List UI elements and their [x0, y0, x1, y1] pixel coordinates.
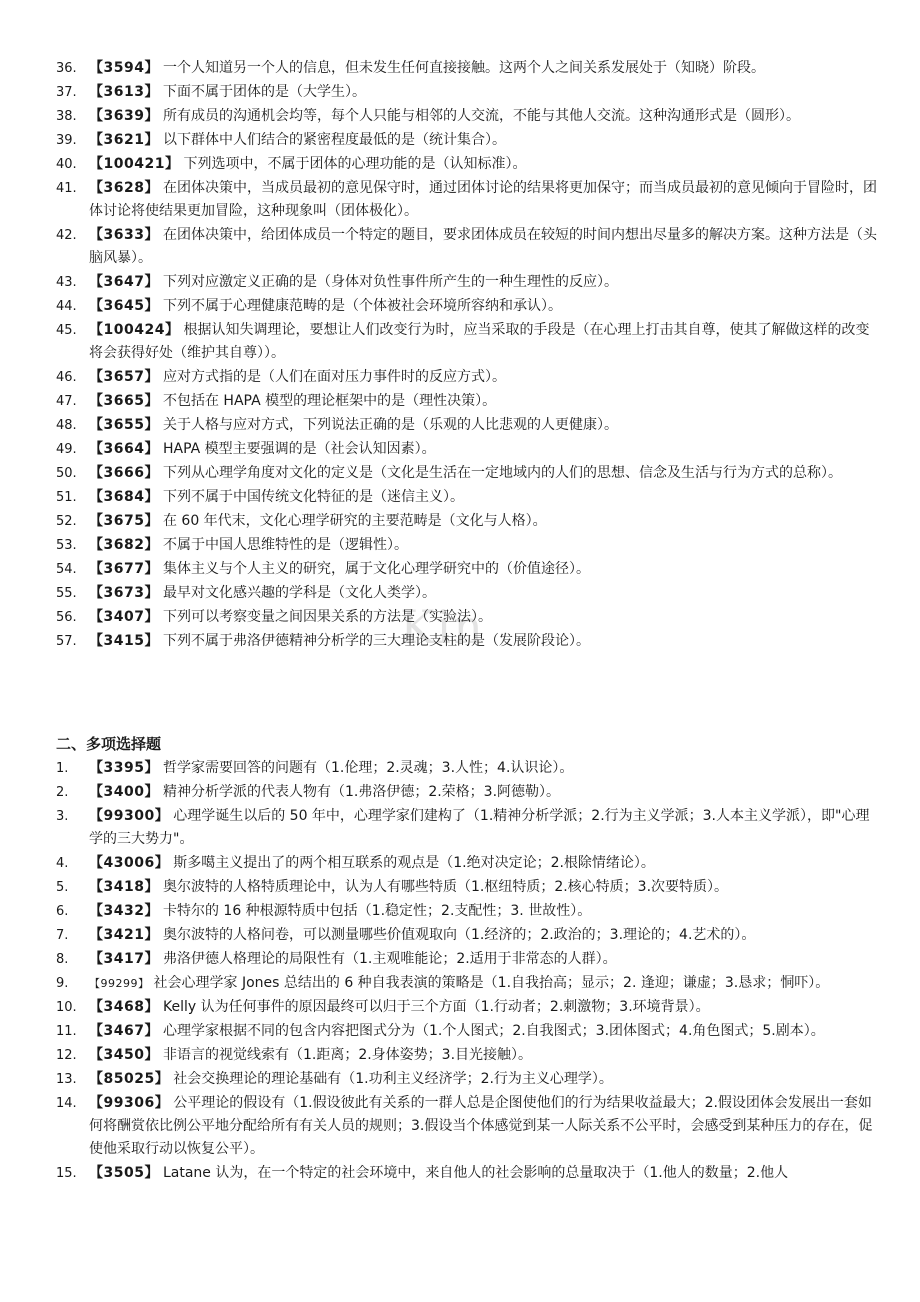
multiple-choice-list: [52, 757, 878, 1186]
question-item: [52, 177, 878, 223]
question-code: 【3407】: [89, 609, 159, 625]
question-code: 【3505】: [89, 1165, 159, 1181]
question-item: [52, 1162, 878, 1185]
question-item: [52, 630, 878, 653]
question-item: [52, 366, 878, 389]
question-item: [52, 805, 878, 851]
question-code: 【3594】: [89, 60, 159, 76]
question-text: 所有成员的沟通机会均等，每个人只能与相邻的人交流，不能与其他人交流。这种沟通形式是（圆形）。: [162, 108, 800, 124]
question-item: [52, 319, 878, 365]
question-item: [52, 224, 878, 270]
question-item: [52, 1068, 878, 1091]
question-number: 40.: [56, 157, 77, 172]
question-text: 下列选项中，不属于团体的心理功能的是（认知标准）。: [183, 156, 527, 172]
question-text: 不属于中国人思维特性的是（逻辑性）。: [162, 537, 408, 553]
question-text: 下列不属于中国传统文化特征的是（迷信主义）。: [162, 489, 464, 505]
question-code: 【3666】: [89, 465, 159, 481]
question-number: 5.: [56, 880, 69, 895]
question-number: 41.: [56, 181, 77, 196]
question-number: 10.: [56, 1000, 77, 1015]
question-number: 2.: [56, 785, 69, 800]
question-text: 在团体决策中，当成员最初的意见保守时，通过团体讨论的结果将更加保守；而当成员最初的意见倾向于冒险时，团体讨论将使结果更加冒险，这种现象叫（团体极化）。: [89, 180, 877, 219]
question-number: 8.: [56, 952, 69, 967]
question-item: [52, 390, 878, 413]
question-number: 14.: [56, 1096, 77, 1111]
question-number: 52.: [56, 514, 77, 529]
question-number: 9.: [56, 976, 69, 991]
question-item: [52, 271, 878, 294]
question-number: 13.: [56, 1072, 77, 1087]
question-number: 43.: [56, 275, 77, 290]
question-text: 社会心理学家 Jones 总结出的 6 种自我表演的策略是（1.自我抬高；显示；2. 逢迎；谦虚；3.恳求；恫吓）。: [153, 975, 830, 991]
question-number: 37.: [56, 85, 77, 100]
question-text: 关于人格与应对方式，下列说法正确的是（乐观的人比悲观的人更健康）。: [162, 417, 618, 433]
question-item: [52, 876, 878, 899]
question-code: 【3673】: [89, 585, 159, 601]
question-item: [52, 1020, 878, 1043]
question-text: 一个人知道另一个人的信息，但未发生任何直接接触。这两个人之间关系发展处于（知晓）阶段。: [162, 60, 765, 76]
question-number: 11.: [56, 1024, 77, 1039]
question-item: [52, 438, 878, 461]
question-text: 在 60 年代末，文化心理学研究的主要范畴是（文化与人格）。: [162, 513, 547, 529]
question-code: 【3645】: [89, 298, 159, 314]
question-item: [52, 153, 878, 176]
question-code: 【99306】: [89, 1095, 170, 1111]
question-code: 【3613】: [89, 84, 159, 100]
question-number: 6.: [56, 904, 69, 919]
section-title: 二、多项选择题: [56, 735, 162, 753]
question-text: 不包括在 HAPA 模型的理论框架中的是（理性决策）。: [162, 393, 497, 409]
question-text: 下列对应激定义正确的是（身体对负性事件所产生的一种生理性的反应）。: [162, 274, 618, 290]
question-text: 在团体决策中，给团体成员一个特定的题目，要求团体成员在较短的时间内想出尽量多的解决方案。这种方法是（头脑风暴）。: [89, 227, 877, 266]
question-item: [52, 996, 878, 1019]
question-number: 50.: [56, 466, 77, 481]
question-code: 【3432】: [89, 903, 159, 919]
question-item: [52, 414, 878, 437]
single-choice-list: [52, 57, 878, 654]
question-code: 【100424】: [89, 322, 180, 338]
question-code: 【3628】: [89, 180, 159, 196]
question-number: 38.: [56, 109, 77, 124]
question-text: 下列从心理学角度对文化的定义是（文化是生活在一定地域内的人们的思想、信念及生活与行为方式的总称）。: [162, 465, 842, 481]
question-code: 【3682】: [89, 537, 159, 553]
question-text: 公平理论的假设有（1.假设彼此有关系的一群人总是企图使他们的行为结果收益最大；2.假设团体会发展出一套如何将酬赏依比例公平地分配给所有有关人员的规则；3.假设当个体感觉到某一人际关系不公平时，会感受到某种压力的存在，促使他采取行动以恢复公平）。: [89, 1095, 873, 1157]
question-text: 集体主义与个人主义的研究，属于文化心理学研究中的（价值途径）。: [162, 561, 590, 577]
question-text: 哲学家需要回答的问题有（1.伦理；2.灵魂；3.人性；4.认识论）。: [162, 760, 574, 776]
watermark: Kin: [400, 600, 485, 654]
question-number: 47.: [56, 394, 77, 409]
question-number: 44.: [56, 299, 77, 314]
question-number: 42.: [56, 228, 77, 243]
question-item: [52, 510, 878, 533]
question-number: 49.: [56, 442, 77, 457]
question-item: [52, 462, 878, 485]
question-item: [52, 295, 878, 318]
question-code: 【99300】: [89, 808, 170, 824]
question-text: 弗洛伊德人格理论的局限性有（1.主观唯能论；2.适用于非常态的人群）。: [162, 951, 617, 967]
question-number: 4.: [56, 856, 69, 871]
question-text: 下列不属于心理健康范畴的是（个体被社会环境所容纳和承认）。: [162, 298, 562, 314]
question-number: 15.: [56, 1166, 77, 1181]
question-code: 【3684】: [89, 489, 159, 505]
question-text: 心理学诞生以后的 50 年中，心理学家们建构了（1.精神分析学派；2.行为主义学派；3.人本主义学派），即"心理学的三大势力"。: [89, 808, 870, 847]
question-text: 奥尔波特的人格特质理论中，认为人有哪些特质（1.枢纽特质；2.核心特质；3.次要特质）。: [162, 879, 729, 895]
question-code: 【3417】: [89, 951, 159, 967]
question-code: 【3400】: [89, 784, 159, 800]
question-number: 46.: [56, 370, 77, 385]
question-code: 【3468】: [89, 999, 159, 1015]
question-code: 【3675】: [89, 513, 159, 529]
question-number: 57.: [56, 634, 77, 649]
question-number: 3.: [56, 809, 69, 824]
question-number: 1.: [56, 761, 69, 776]
question-code: 【3415】: [89, 633, 159, 649]
question-number: 39.: [56, 133, 77, 148]
question-item: [52, 1092, 878, 1161]
question-code: 【3657】: [89, 369, 159, 385]
question-text: 卡特尔的 16 种根源特质中包括（1.稳定性；2.支配性；3. 世故性）。: [162, 903, 592, 919]
question-code: 【3621】: [89, 132, 159, 148]
question-code: 【3655】: [89, 417, 159, 433]
question-text: 下面不属于团体的是（大学生）。: [162, 84, 366, 100]
question-item: [52, 486, 878, 509]
question-item: [52, 558, 878, 581]
question-item: [52, 781, 878, 804]
question-text: 以下群体中人们结合的紧密程度最低的是（统计集合）。: [162, 132, 506, 148]
question-item: [52, 129, 878, 152]
question-item: [52, 606, 878, 629]
question-text: 社会交换理论的理论基础有（1.功利主义经济学；2.行为主义心理学）。: [173, 1071, 613, 1087]
question-number: 48.: [56, 418, 77, 433]
question-code: 【3418】: [89, 879, 159, 895]
question-item: [52, 57, 878, 80]
question-item: [52, 534, 878, 557]
question-code: 【3421】: [89, 927, 159, 943]
question-item: [52, 900, 878, 923]
question-text: 最早对文化感兴趣的学科是（文化人类学）。: [162, 585, 436, 601]
question-number: 55.: [56, 586, 77, 601]
question-text: 奥尔波特的人格问卷，可以测量哪些价值观取向（1.经济的；2.政治的；3.理论的；4.艺术的）。: [162, 927, 756, 943]
question-item: [52, 757, 878, 780]
question-number: 53.: [56, 538, 77, 553]
question-number: 45.: [56, 323, 77, 338]
question-text: 非语言的视觉线索有（1.距离；2.身体姿势；3.目光接触）。: [162, 1047, 533, 1063]
question-code: 【3395】: [89, 760, 159, 776]
question-text: HAPA 模型主要强调的是（社会认知因素）。: [162, 441, 436, 457]
question-item: [52, 972, 878, 995]
question-code: 【99299】: [89, 977, 150, 990]
question-code: 【100421】: [89, 156, 180, 172]
question-code: 【43006】: [89, 855, 170, 871]
question-text: 应对方式指的是（人们在面对压力事件时的反应方式）。: [162, 369, 506, 385]
question-text: 下列可以考察变量之间因果关系的方法是（实验法）。: [162, 609, 492, 625]
question-text: Kelly 认为任何事件的原因最终可以归于三个方面（1.行动者；2.刺激物；3.环境背景）。: [162, 999, 710, 1015]
question-text: 根据认知失调理论，要想让人们改变行为时，应当采取的手段是（在心理上打击其自尊，使其了解做这样的改变将会获得好处（维护其自尊））。: [89, 322, 870, 361]
question-text: Latane 认为，在一个特定的社会环境中，来自他人的社会影响的总量取决于（1.他人的数量；2.他人: [162, 1165, 789, 1181]
question-number: 36.: [56, 61, 77, 76]
question-number: 51.: [56, 490, 77, 505]
question-text: 斯多噶主义提出了的两个相互联系的观点是（1.绝对决定论；2.根除情绪论）。: [173, 855, 655, 871]
question-code: 【3665】: [89, 393, 159, 409]
question-item: [52, 1044, 878, 1067]
question-item: [52, 948, 878, 971]
question-item: [52, 582, 878, 605]
question-item: [52, 105, 878, 128]
question-number: 54.: [56, 562, 77, 577]
question-number: 7.: [56, 928, 69, 943]
question-item: [52, 924, 878, 947]
question-number: 12.: [56, 1048, 77, 1063]
question-number: 56.: [56, 610, 77, 625]
question-text: 精神分析学派的代表人物有（1.弗洛伊德；2.荣格；3.阿德勒）。: [162, 784, 561, 800]
question-item: [52, 852, 878, 875]
question-code: 【3677】: [89, 561, 159, 577]
question-item: [52, 81, 878, 104]
question-text: 下列不属于弗洛伊德精神分析学的三大理论支柱的是（发展阶段论）。: [162, 633, 590, 649]
question-code: 【3664】: [89, 441, 159, 457]
question-code: 【3639】: [89, 108, 159, 124]
question-code: 【85025】: [89, 1071, 170, 1087]
question-text: 心理学家根据不同的包含内容把图式分为（1.个人图式；2.自我图式；3.团体图式；4.角色图式；5.剧本）。: [162, 1023, 825, 1039]
question-code: 【3633】: [89, 227, 159, 243]
question-code: 【3450】: [89, 1047, 159, 1063]
question-code: 【3647】: [89, 274, 159, 290]
question-code: 【3467】: [89, 1023, 159, 1039]
